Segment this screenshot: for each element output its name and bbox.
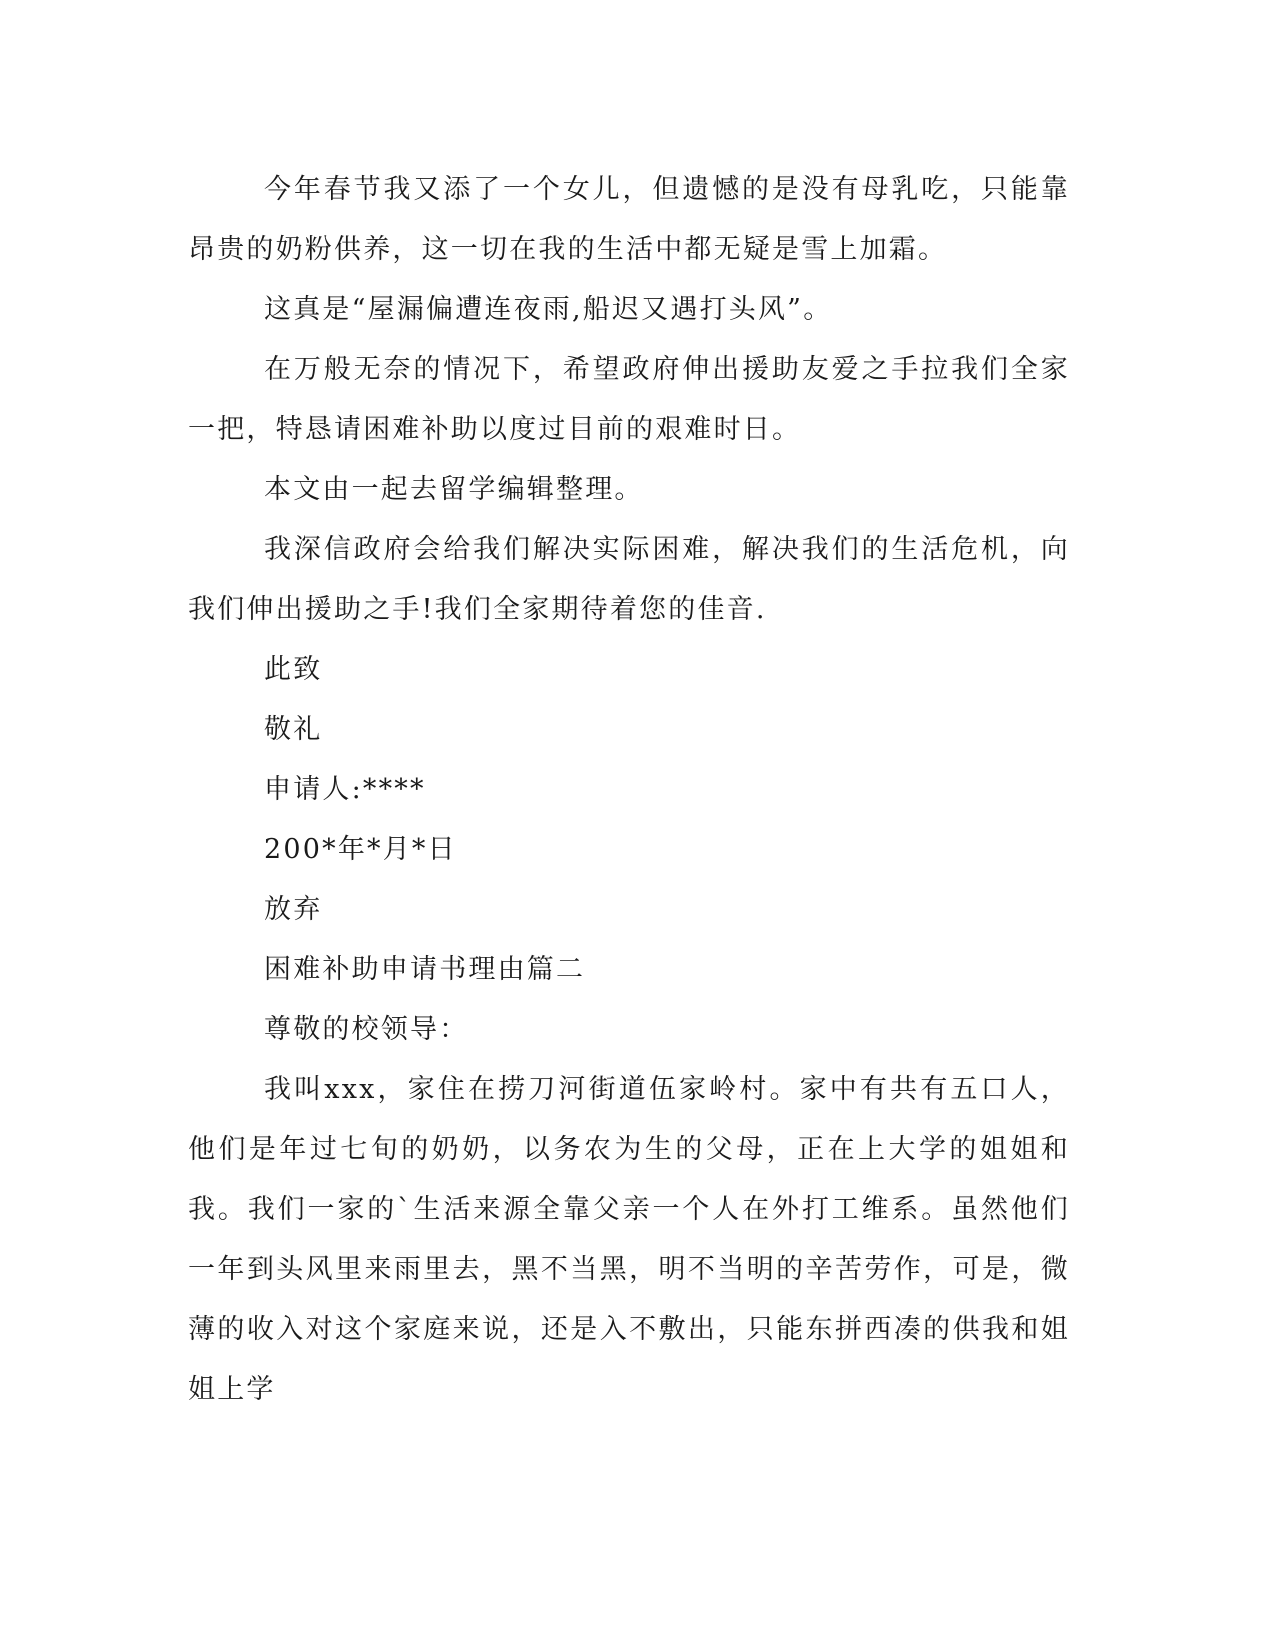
paragraph-editor-note: 本文由一起去留学编辑整理。 <box>264 474 644 505</box>
closing-salutation: 此致 <box>264 654 323 685</box>
paragraph-newborn-daughter: 今年春节我又添了一个女儿，但遗憾的是没有母乳吃，只能靠昂贵的奶粉供养，这一切在我的生活中都无疑是雪上加霜。 <box>188 174 1070 265</box>
application-date: 200*年*月*日 <box>264 834 457 865</box>
applicant-signature: 申请人:**** <box>264 774 426 805</box>
paragraph-request-help: 在万般无奈的情况下，希望政府伸出援助友爱之手拉我们全家一把，特恳请困难补助以度过目前的艰难时日。 <box>188 354 1070 445</box>
section-heading-part-two: 困难补助申请书理由篇二 <box>264 954 586 985</box>
document-page <box>188 160 1070 1420</box>
paragraph-give-up: 放弃 <box>264 894 323 925</box>
paragraph-family-situation: 我叫xxx，家住在捞刀河街道伍家岭村。家中有共有五口人，他们是年过七旬的奶奶，以务农为生的父母，正在上大学的姐姐和我。我们一家的`生活来源全靠父亲一个人在外打工维系。虽然他们一年到头风里来雨里去，黑不当黑，明不当明的辛苦劳作，可是，微薄的收入对这个家庭来说，还是入不敷出，只能东拼西凑的供我和姐姐上学 <box>188 1074 1070 1405</box>
closing-regards: 敬礼 <box>264 714 323 745</box>
paragraph-proverb: 这真是“屋漏偏遭连夜雨,船迟又遇打头风”。 <box>264 294 833 325</box>
paragraph-trust-government: 我深信政府会给我们解决实际困难，解决我们的生活危机，向我们伸出援助之手!我们全家期待着您的佳音. <box>188 534 1070 625</box>
greeting-school-leaders: 尊敬的校领导： <box>264 1014 469 1045</box>
